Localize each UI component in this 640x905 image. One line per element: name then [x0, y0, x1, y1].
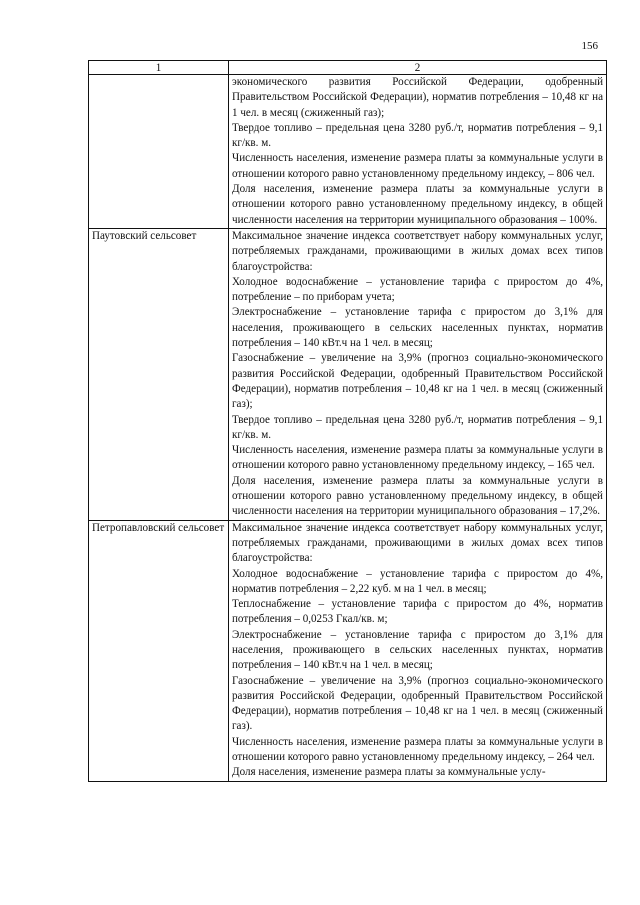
paragraph: Доля населения, изменение размера платы за коммунальные услуги в отношении которого равно установленному предельному индексу, в общей численности населения на территории муниципального образования – 100%.	[232, 183, 603, 226]
paragraph: Твердое топливо – предельная цена 3280 руб./т, норматив потребления – 9,1 кг/кв. м.	[232, 121, 603, 150]
municipality-name-cell: Паутовский сельсовет	[89, 228, 229, 520]
indicators-cell	[229, 75, 607, 229]
paragraph: Максимальное значение индекса соответствует набору коммунальных услуг, потребляемых гражданами, проживающими в жилых домах всех типов благоустройства:	[232, 229, 603, 273]
paragraph: Электроснабжение – установление тарифа с приростом до 3,1% для населения, проживающего в сельских населенных пунктах, норматив потребления – 140 кВт.ч на 1 чел. в месяц;	[232, 628, 603, 672]
paragraph: экономического развития Российской Федерации, одобренный Правительством Российской Федерации), норматив потребления – 10,48 кг на 1 чел. в месяц (сжиженный газ);	[232, 76, 603, 119]
paragraph: Доля населения, изменение размера платы за коммунальные услу-	[232, 766, 546, 779]
paragraph: Максимальное значение индекса соответствует набору коммунальных услуг, потребляемых гражданами, проживающими в жилых домах всех типов благоустройства:	[232, 521, 603, 565]
paragraph: Холодное водоснабжение – установление тарифа с приростом до 4%, потребление – по приборам учета;	[232, 275, 603, 304]
municipality-name-cell: Петропавловский сельсовет	[89, 520, 229, 781]
table-row	[89, 75, 607, 229]
paragraph: Холодное водоснабжение – установление тарифа с приростом до 4%, норматив потребления – 2,22 куб. м на 1 чел. в месяц;	[232, 567, 603, 595]
table-row	[89, 520, 607, 781]
table-row	[89, 228, 607, 520]
header-column-1: 1	[89, 61, 229, 75]
paragraph: Численность населения, изменение размера платы за коммунальные услуги в отношении которого равно установленному предельному индексу, – 264 чел.	[232, 735, 603, 764]
page-number: 156	[581, 40, 598, 52]
paragraph: Электроснабжение – установление тарифа с приростом до 3,1% для населения, проживающего в сельских населенных пунктах, норматив потребления – 140 кВт.ч на 1 чел. в месяц;	[232, 306, 603, 350]
paragraph: Численность населения, изменение размера платы за коммунальные услуги в отношении которого равно установленному предельному индексу, – 806 чел.	[232, 152, 603, 180]
municipal-index-table	[88, 60, 607, 782]
paragraph: Твердое топливо – предельная цена 3280 руб./т, норматив потребления – 9,1 кг/кв. м.	[232, 413, 603, 441]
paragraph: Теплоснабжение – установление тарифа с приростом до 4%, норматив потребления – 0,0253 Гкал/кв. м;	[232, 598, 603, 626]
header-column-2: 2	[229, 61, 607, 75]
paragraph: Численность населения, изменение размера платы за коммунальные услуги в отношении которого равно установленному предельному индексу, – 165 чел.	[232, 444, 603, 472]
indicators-cell	[229, 520, 607, 781]
paragraph: Газоснабжение – увеличение на 3,9% (прогноз социально-экономического развития Российской Федерации, одобренный Правительством Российской Федерации), норматив потребления – 10,48 кг на 1 чел. в месяц (сжиженный газ);	[232, 352, 603, 411]
municipality-name-cell	[89, 75, 229, 229]
indicators-cell	[229, 228, 607, 520]
paragraph: Доля населения, изменение размера платы за коммунальные услуги в отношении которого равно установленному предельному индексу, в общей численности населения на территории муниципального образования – 17,2%.	[232, 474, 603, 518]
paragraph: Газоснабжение – увеличение на 3,9% (прогноз социально-экономического развития Российской Федерации, одобренный Правительством Российской Федерации), норматив потребления – 10,48 кг на 1 чел. в месяц (сжиженный газ).	[232, 674, 603, 733]
table-header-row	[89, 61, 607, 75]
